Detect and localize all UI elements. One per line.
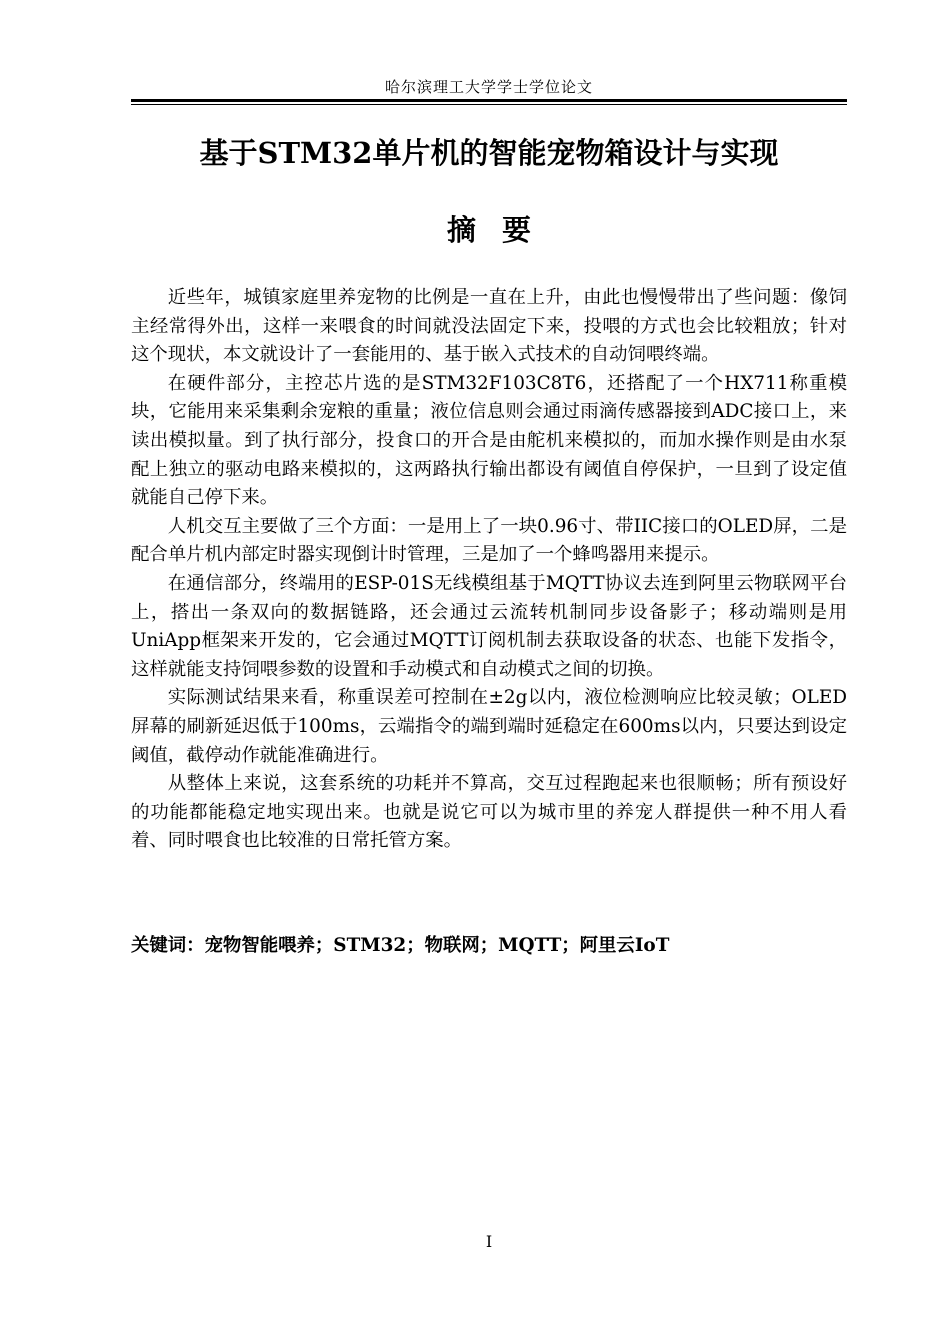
header-rule-thick bbox=[131, 99, 847, 102]
abstract-paragraph: 近些年，城镇家庭里养宠物的比例是一直在上升，由此也慢慢带出了些问题：像饲主经常得外出，这样一来喂食的时间就没法固定下来，投喂的方式也会比较粗放；针对这个现状，本文就设计了一套能用的、基于嵌入式技术的自动饲喂终端。 bbox=[131, 287, 847, 366]
page-number: I bbox=[485, 1232, 493, 1251]
thesis-title: 基于STM32单片机的智能宠物箱设计与实现 bbox=[199, 136, 779, 170]
abstract-paragraph: 在硬件部分，主控芯片选的是STM32F103C8T6，还搭配了一个HX711称重模块，它能用来采集剩余宠粮的重量；液位信息则会通过雨滴传感器接到ADC接口上，来读出模拟量。到了执行部分，投食口的开合是由舵机来模拟的，而加水操作则是由水泵配上独立的驱动电路来模拟的，这两路执行输出都设有阈值自停保护，一旦到了设定值就能自己停下来。 bbox=[131, 372, 847, 509]
abstract-body bbox=[131, 284, 847, 856]
keywords-line: 关键词：宠物智能喂养；STM32；物联网；MQTT；阿里云IoT bbox=[131, 935, 670, 956]
abstract-heading: 摘要 bbox=[446, 213, 557, 247]
abstract-paragraph: 实际测试结果来看，称重误差可控制在±2g以内，液位检测响应比较灵敏；OLED屏幕的刷新延迟低于100ms，云端指令的端到端时延稳定在600ms以内，只要达到设定阈值，截停动作就能准确进行。 bbox=[131, 687, 847, 766]
abstract-paragraph: 人机交互主要做了三个方面：一是用上了一块0.96寸、带IIC接口的OLED屏，二是配合单片机内部定时器实现倒计时管理，三是加了一个蜂鸣器用来提示。 bbox=[131, 515, 847, 566]
abstract-paragraph: 在通信部分，终端用的ESP-01S无线模组基于MQTT协议去连到阿里云物联网平台上，搭出一条双向的数据链路，还会通过云流转机制同步设备影子；移动端则是用UniApp框架来开发的，它会通过MQTT订阅机制去获取设备的状态、也能下发指令，这样就能支持饲喂参数的设置和手动模式和自动模式之间的切换。 bbox=[131, 572, 847, 680]
header-rule-thin bbox=[131, 104, 847, 105]
abstract-paragraph: 从整体上来说，这套系统的功耗并不算高，交互过程跑起来也很顺畅；所有预设好的功能都能稳定地实现出来。也就是说它可以为城市里的养宠人群提供一种不用人看着、同时喂食也比较准的日常托管方案。 bbox=[131, 773, 847, 852]
running-header: 哈尔滨理工大学学士学位论文 bbox=[384, 78, 593, 96]
